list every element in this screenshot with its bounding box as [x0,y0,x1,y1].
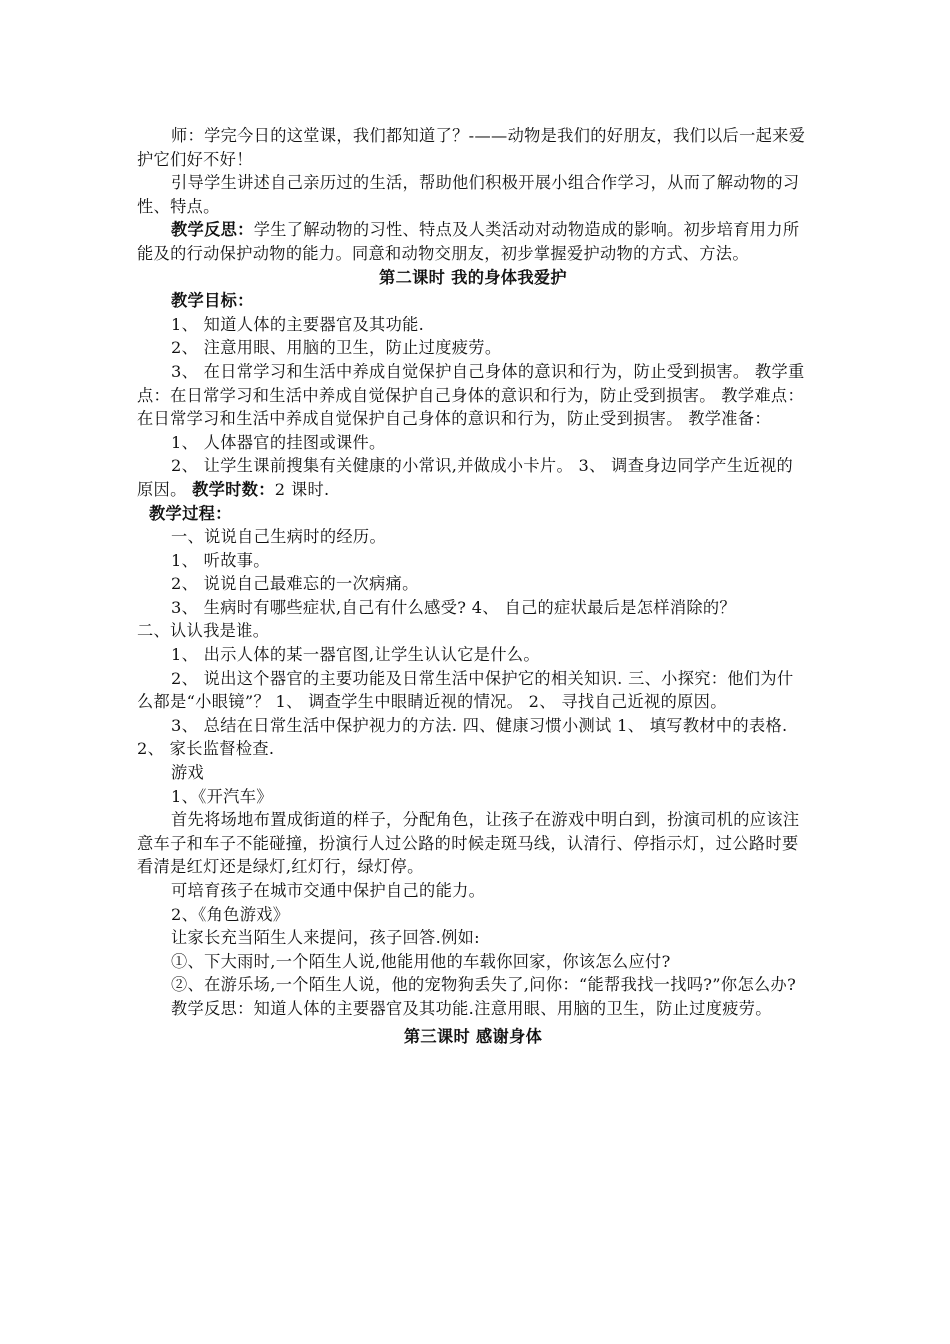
lesson2-title: 第二课时 我的身体我爱护 [379,267,567,287]
game-1-title: 1、《开汽车》 [171,786,273,806]
prep-2 [137,454,809,501]
lesson3-title: 第三课时 感谢身体 [403,1026,543,1046]
prep-1: 1、 人体器官的挂图或课件。 [171,432,386,452]
hours-value: 2 课时. [274,479,330,499]
game-2-title: 2、《角色游戏》 [171,904,290,924]
game-1-note: 可培育孩子在城市交通中保护自己的能力。 [171,881,486,900]
paragraph-teacher-summary: 师：学完今日的这堂课，我们都知道了？-——动物是我们的好朋友，我们以后一起来爱护它们好不好！ [137,126,806,169]
step-1: 一、说说自己生病时的经历。 [171,527,386,547]
game-1-text: 首先将场地布置成街道的样子，分配角色，让孩子在游戏中明白到，扮演司机的应该注意车子和车子不能碰撞，扮演行人过公路的时候走斑马线，认清行、停指示灯，过公路时要看清是红灯还是绿灯,红灯行，绿灯停。 [137,810,800,877]
goal-1: 1、 知道人体的主要器官及其功能. [171,314,425,334]
process-label: 教学过程： [149,503,232,523]
game-2-text: 让家长充当陌生人来提问，孩子回答.例如: [171,928,480,948]
goal-3: 3、 在日常学习和生活中养成自觉保护自己身体的意识和行为，防止受到损害。 教学重点：在日常学习和生活中养成自觉保护自己身体的意识和行为，防止受到损害。 教学难点：在日常学习和生活中养成自觉保护自己身体的意识和行为，防止受到损害。 教学准备： [137,361,805,429]
prep-2-text: 2、 让学生课前搜集有关健康的小常识,并做成小卡片。 3、 调查身边同学产生近视的原因。 [137,456,794,499]
step-2: 二、认认我是谁。 [137,621,270,641]
step-2-1: 1、 出示人体的某一器官图,让学生认认它是什么。 [171,645,540,665]
reflection-text: 学生了解动物的习性、特点及人类活动对动物造成的影响。初步培育用力所能及的行动保护动物的能力。同意和动物交朋友，初步掌握爱护动物的方式、方法。 [137,220,800,263]
step-2-2: 2、 说出这个器官的主要功能及日常生活中保护它的相关知识. 三、小探究：他们为什么都是“小眼镜”？ 1、 调查学生中眼睛近视的情况。 2、 寻找自己近视的原因。 [137,668,794,712]
game-label: 游戏 [171,763,205,783]
hours-label: 教学时数： [192,479,275,499]
question-1: ①、下大雨时,一个陌生人说,他能用他的车载你回家，你该怎么应付? [171,951,671,971]
goal-2: 2、 注意用眼、用脑的卫生，防止过度疲劳。 [171,338,502,358]
reflection-label: 教学反思： [171,220,254,240]
step-1-2: 2、 说说自己最难忘的一次病痛。 [171,574,419,594]
step-1-3: 3、 生病时有哪些症状,自己有什么感受? 4、 自己的症状最后是怎样消除的？ [171,597,736,617]
reflection-2: 教学反思：知道人体的主要器官及其功能.注意用眼、用脑的卫生，防止过度疲劳。 [171,998,772,1018]
document-body [137,124,809,1048]
goals-label: 教学目标： [171,291,254,311]
paragraph-guidance: 引导学生讲述自己亲历过的生活，帮助他们积极开展小组合作学习，从而了解动物的习性、特点。 [137,173,800,216]
paragraph-reflection-1 [137,218,809,265]
step-3-3: 3、 总结在日常生活中保护视力的方法. 四、健康习惯小测试 1、 填写教材中的表格. 2、 家长监督检查. [137,715,788,759]
question-2: ②、在游乐场,一个陌生人说，他的宠物狗丢失了,问你：“能帮我找一找吗?”你怎么办? [171,975,797,995]
step-1-1: 1、 听故事。 [171,550,270,570]
